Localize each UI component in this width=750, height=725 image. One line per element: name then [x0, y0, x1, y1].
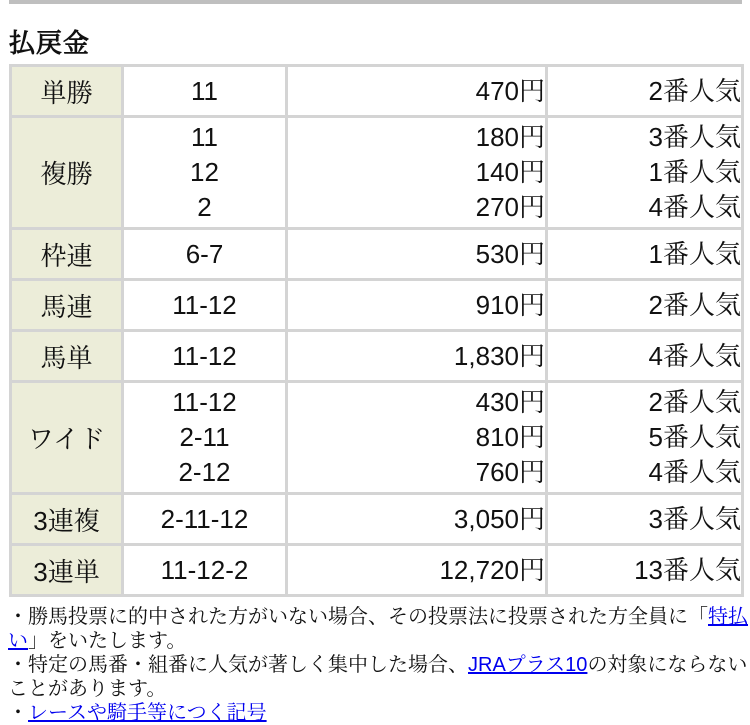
popularity-cell	[547, 494, 743, 545]
table-row	[11, 66, 743, 117]
popularity-cell	[547, 229, 743, 280]
table-row	[11, 331, 743, 382]
bet-type-cell: 3連複	[11, 494, 123, 545]
combination-cell	[123, 280, 287, 331]
table-row	[11, 117, 743, 229]
bet-type-cell: 複勝	[11, 117, 123, 229]
combination-cell	[123, 382, 287, 494]
payout-value: 470円	[475, 75, 545, 106]
note-item	[8, 653, 748, 701]
popularity-cell	[547, 331, 743, 382]
popularity-value: 2番人気	[648, 75, 741, 106]
notes	[0, 605, 750, 725]
note-text: ・勝馬投票に的中された方がいない場合、その投票法に投票された方全員に「	[8, 606, 708, 628]
note-item	[8, 701, 748, 725]
payout-value: 140円	[475, 157, 545, 187]
bet-type-cell: 枠連	[11, 229, 123, 280]
payout-value: 910円	[475, 289, 545, 320]
popularity-cell	[547, 545, 743, 596]
payout-cell	[287, 117, 547, 229]
popularity-value: 5番人気	[648, 422, 741, 452]
race-symbols-link[interactable]: レースや騎手等につく記号	[28, 702, 267, 724]
popularity-value: 4番人気	[648, 457, 741, 487]
payout-table-body	[11, 66, 743, 596]
combination-value: 11	[191, 122, 218, 152]
popularity-value: 4番人気	[648, 340, 741, 371]
combination-cell	[123, 494, 287, 545]
payout-value: 270円	[475, 192, 545, 222]
special-payout-link[interactable]: 特払い	[8, 606, 748, 652]
bet-type-cell: 3連単	[11, 545, 123, 596]
note-item	[8, 605, 748, 653]
combination-value: 12	[190, 157, 219, 187]
bet-type-cell: 単勝	[11, 66, 123, 117]
payout-cell	[287, 545, 547, 596]
page-title: 払戻金	[9, 28, 91, 58]
top-divider	[9, 0, 742, 4]
payout-value: 180円	[475, 122, 545, 152]
payout-value: 3,050円	[453, 503, 545, 534]
payout-value: 810円	[475, 422, 545, 452]
combination-cell	[123, 331, 287, 382]
payout-value: 12,720円	[439, 554, 545, 585]
popularity-value: 3番人気	[648, 122, 741, 152]
combination-value: 11-12	[172, 340, 237, 371]
popularity-value: 1番人気	[648, 238, 741, 269]
combination-value: 2-11	[179, 422, 230, 452]
payout-cell	[287, 66, 547, 117]
payout-cell	[287, 382, 547, 494]
combination-cell	[123, 117, 287, 229]
combination-value: 6-7	[185, 238, 224, 269]
popularity-cell	[547, 66, 743, 117]
popularity-cell	[547, 382, 743, 494]
payout-value: 1,830円	[453, 340, 545, 371]
popularity-cell	[547, 280, 743, 331]
combination-value: 2-12	[178, 457, 231, 487]
combination-value: 2-11-12	[160, 503, 249, 534]
combination-value: 11-12	[172, 289, 237, 320]
combination-value: 11	[191, 75, 218, 106]
bet-type-cell: ワイド	[11, 382, 123, 494]
note-text: 」をいたします。	[28, 630, 187, 652]
popularity-value: 3番人気	[648, 503, 741, 534]
payout-cell	[287, 494, 547, 545]
note-text: ・特定の馬番・組番に人気が著しく集中した場合、	[8, 654, 468, 676]
jra-plus10-link[interactable]: JRAプラス10	[468, 654, 588, 676]
payout-table	[9, 64, 744, 597]
table-row	[11, 229, 743, 280]
popularity-value: 13番人気	[634, 554, 741, 585]
note-text: ・	[8, 702, 28, 724]
payout-value: 760円	[475, 457, 545, 487]
table-row	[11, 280, 743, 331]
bet-type-cell: 馬連	[11, 280, 123, 331]
payout-value: 430円	[475, 387, 545, 417]
payout-cell	[287, 331, 547, 382]
combination-value: 11-12	[172, 387, 237, 417]
popularity-value: 2番人気	[648, 387, 741, 417]
popularity-cell	[547, 117, 743, 229]
table-row	[11, 545, 743, 596]
table-row	[11, 494, 743, 545]
popularity-value: 1番人気	[648, 157, 741, 187]
combination-value: 2	[197, 192, 212, 222]
payout-cell	[287, 229, 547, 280]
payout-value: 530円	[475, 238, 545, 269]
combination-cell	[123, 545, 287, 596]
bet-type-cell: 馬単	[11, 331, 123, 382]
note-text: の対象にならないことがあります。	[8, 654, 748, 700]
popularity-value: 4番人気	[648, 192, 741, 222]
combination-value: 11-12-2	[160, 554, 249, 585]
table-row	[11, 382, 743, 494]
popularity-value: 2番人気	[648, 289, 741, 320]
combination-cell	[123, 66, 287, 117]
combination-cell	[123, 229, 287, 280]
payout-cell	[287, 280, 547, 331]
